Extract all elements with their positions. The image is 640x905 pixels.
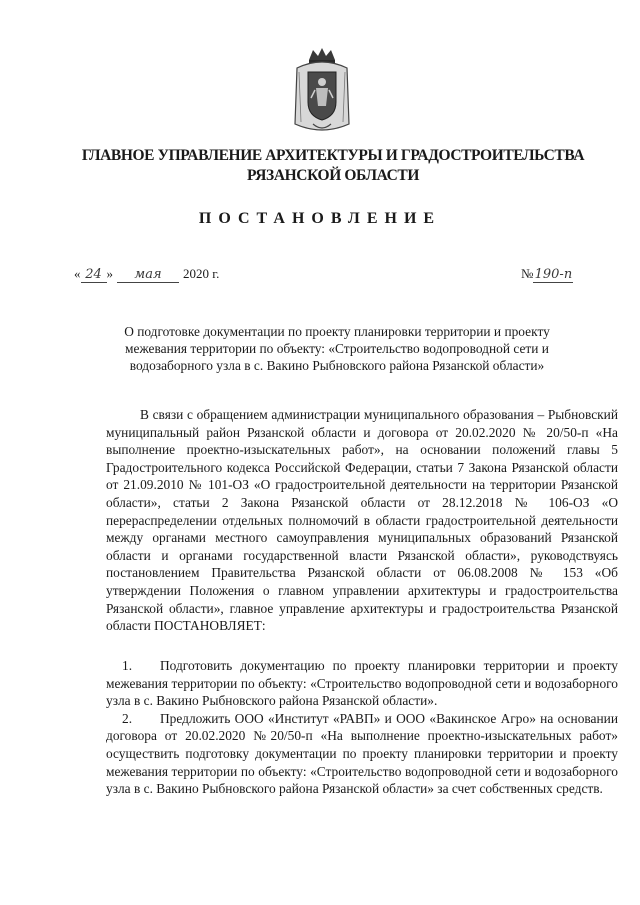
item-text: Подготовить документацию по проекту планировки территории и проекту межевания территории по объекту: «Строительство водопроводной сети и водозаборного узла в с. Вакино Рыбновского района Рязанской области». — [106, 658, 618, 709]
organization-title-line1: ГЛАВНОЕ УПРАВЛЕНИЕ АРХИТЕКТУРЫ И ГРАДОСТРОИТЕЛЬСТВА — [81, 147, 585, 164]
date-month-handwritten: мая — [117, 267, 179, 283]
organization-title-line2: РЯЗАНСКОЙ ОБЛАСТИ — [246, 167, 420, 184]
document-date — [74, 266, 219, 283]
item-number: 2. — [122, 710, 133, 726]
document-subject: О подготовке документации по проекту планировки территории и проекту межевания территории по объекту: «Строительство водопроводной сети и водозаборного узла в с. Вакино Рыбновского района Рязанской области» — [124, 324, 550, 373]
list-item — [106, 657, 618, 710]
number-handwritten: 190-п — [534, 267, 573, 282]
document-number — [521, 266, 573, 283]
date-close-quote: » — [106, 266, 113, 281]
number-prefix: № — [521, 266, 534, 281]
preamble-paragraph: В связи с обращением администрации муниципального образования – Рыбновский муниципальный район Рязанской области и договора от 20.02.2020 № 20/50-п «На выполнение проектно-изыскательных работ», на основании положений главы 5 Градостроительного кодекса Российской Федерации, статьи 7 Закона Рязанской области от 21.09.2010 № 101-ОЗ «О градостроительной деятельности на территории Рязанской области», статьи 2 Закона Рязанской области от 28.12.2018 № 106-ОЗ «О перераспределении отдельных полномочий в области градостроительной деятельности между органами местного самоуправления муниципальных образований Рязанской области и органами государственной власти Рязанской области», руководствуясь постановлением Правительства Рязанской области от 06.08.2008 № 153 «Об утверждении Положения о главном управлении архитектуры и градостроительства Рязанской области», главное управление архитектуры и градостроительства Рязанской области ПОСТАНОВЛЯЕТ: — [106, 407, 618, 634]
date-open-quote: « — [74, 266, 81, 281]
item-number: 1. — [122, 658, 133, 673]
list-item — [106, 710, 618, 798]
resolution-items — [106, 657, 618, 798]
date-year: 2020 г. — [183, 266, 220, 281]
organization-title — [40, 146, 626, 186]
date-day-handwritten: 24 — [81, 267, 107, 283]
item-text: Предложить ООО «Институт «РАВП» и ООО «Вакинское Агро» на основании договора от 20.02.2020 №20/50-п «На выполнение проектно-изыскательных работ» осуществить подготовку документации по проекту планировки территории и проекту межевания территории по объекту: «Строительство водопроводной сети и водозаборного узла в с. Вакино Рыбновского района Рязанской области» за счет собственных средств. — [106, 710, 618, 797]
coat-of-arms-icon — [291, 46, 353, 134]
document-type-heading: ПОСТАНОВЛЕНИЕ — [198, 210, 442, 227]
